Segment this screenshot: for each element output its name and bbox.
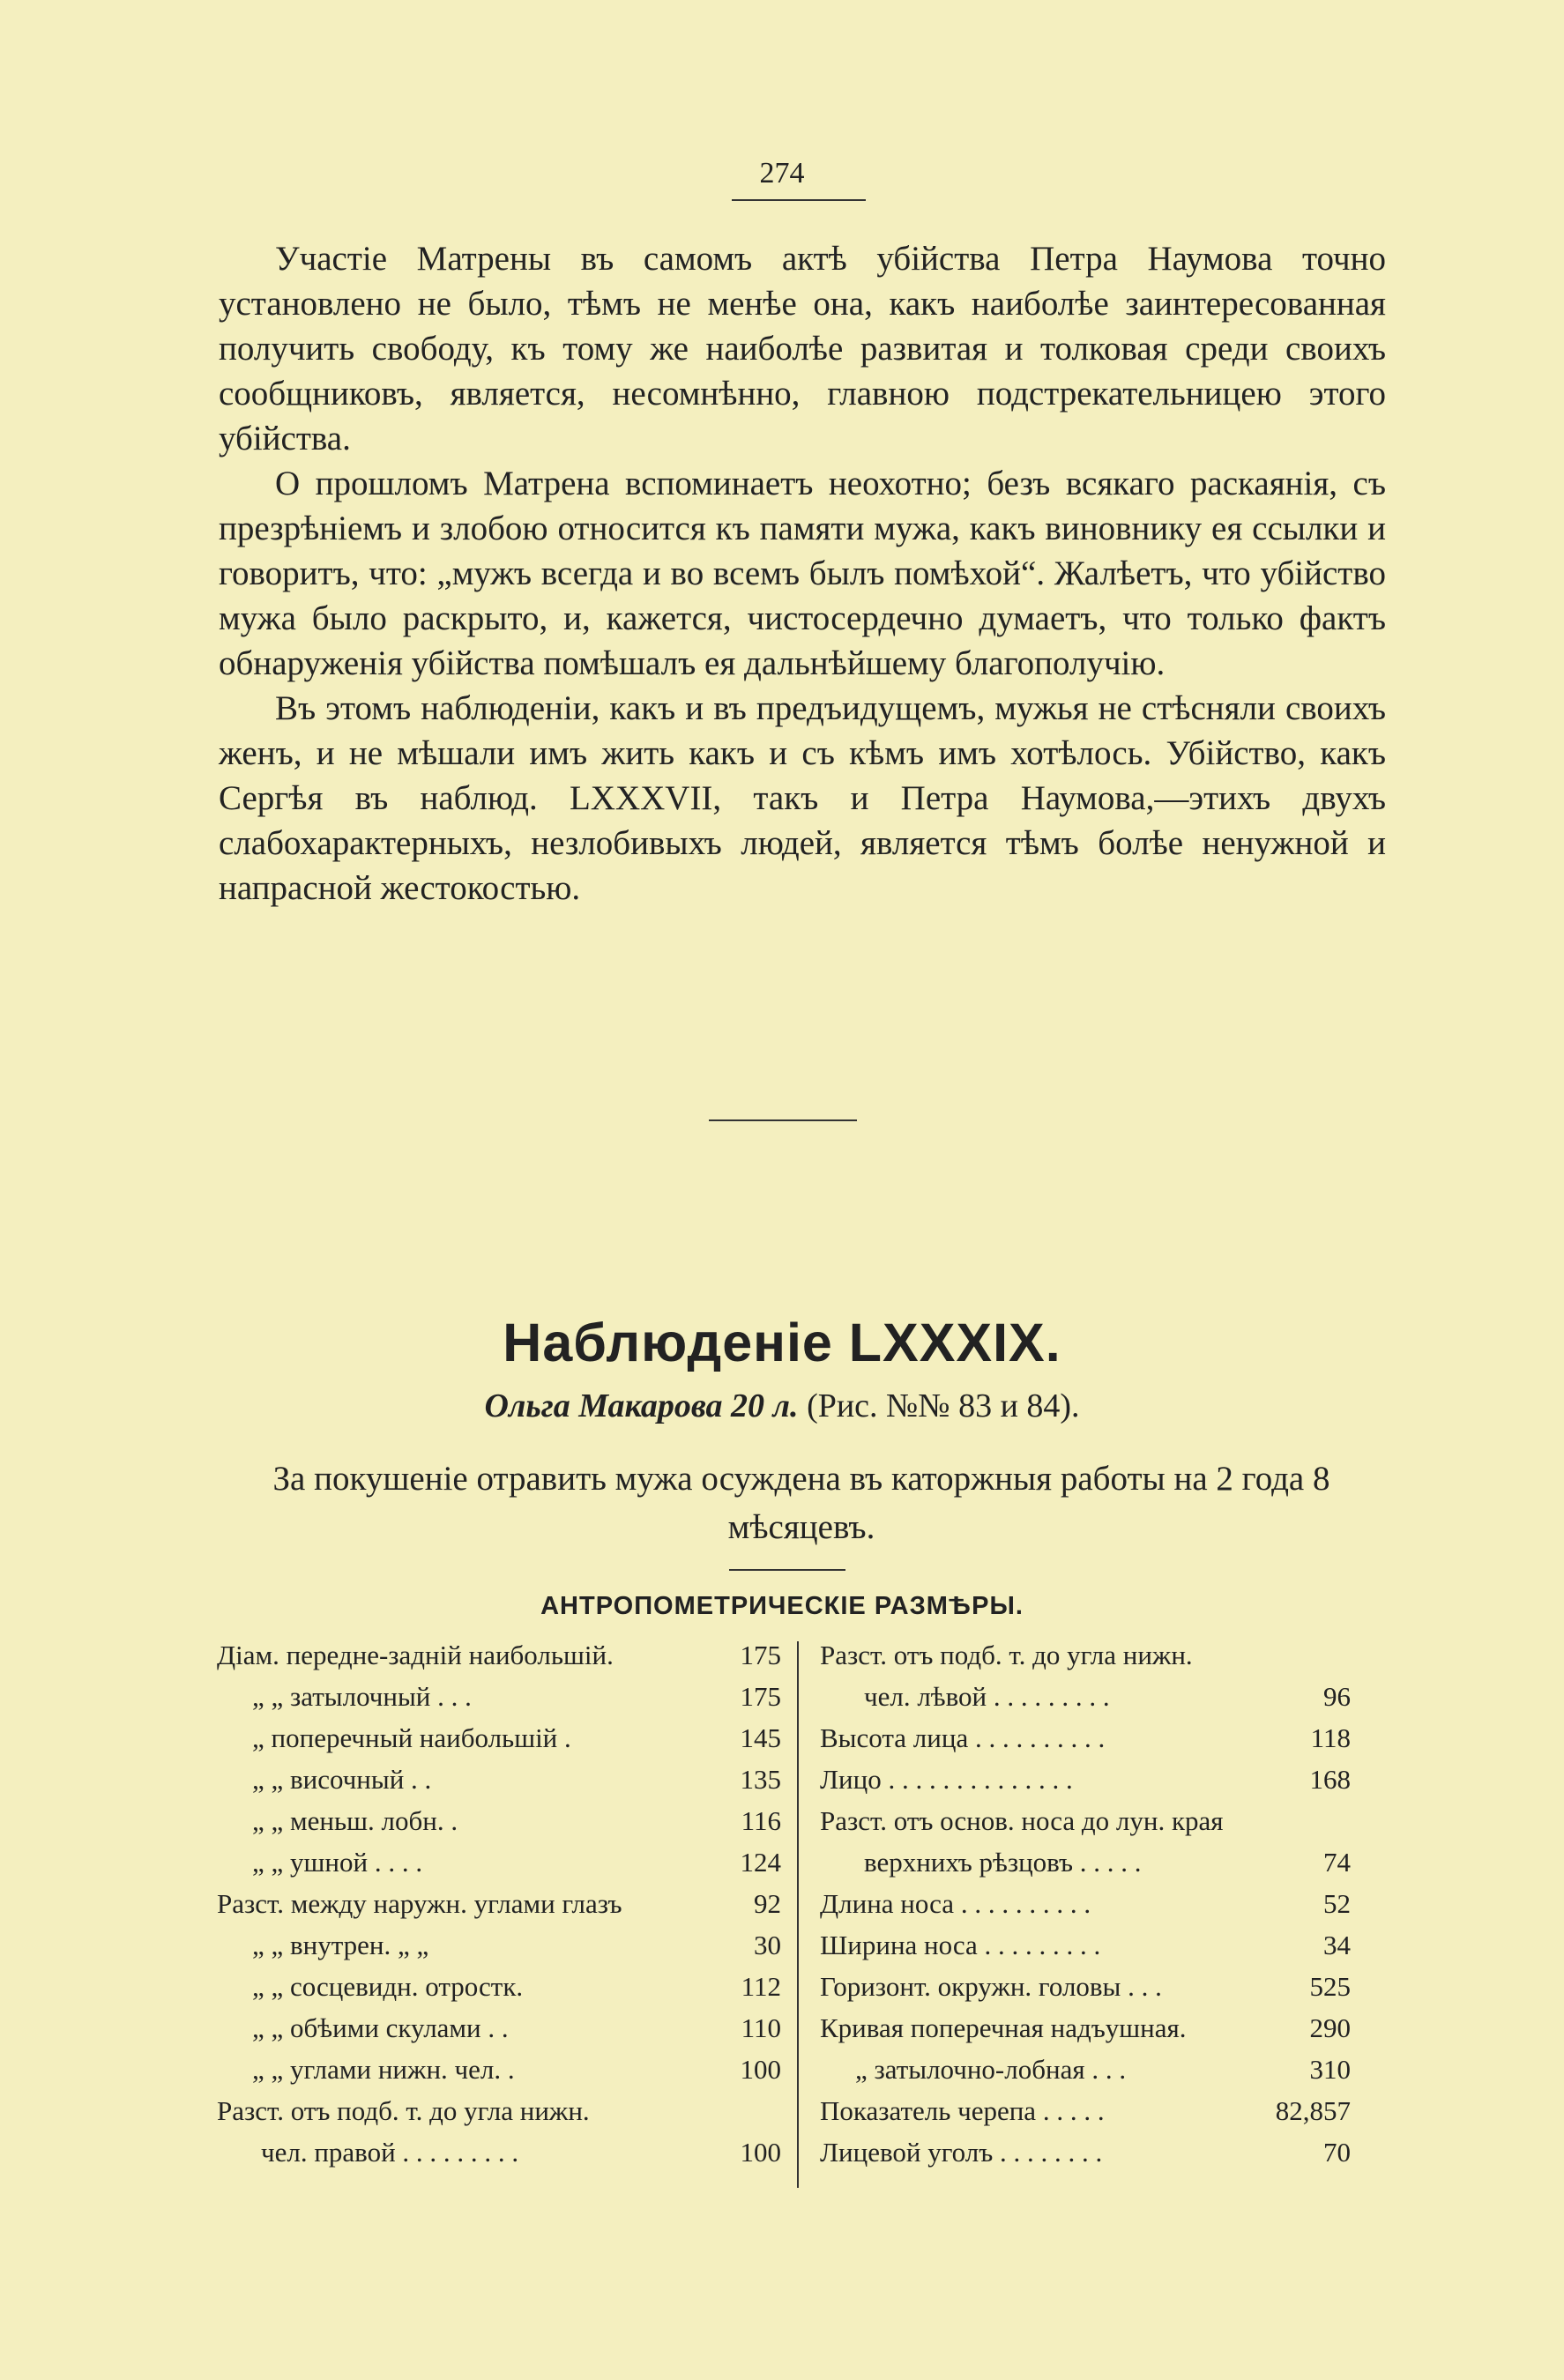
measurement-label: „ поперечный наибольшій .: [252, 1722, 571, 1753]
measurement-row: [820, 2095, 1351, 2137]
measurement-row: [820, 1930, 1351, 1971]
measurement-label: „ „ ушной . . . .: [252, 1847, 423, 1878]
measurement-value: 175: [740, 1681, 781, 1712]
measurement-label: „ затылочно-лобная . . .: [855, 2054, 1127, 2085]
measurement-row: [820, 1847, 1351, 1888]
measurement-value: 145: [740, 1722, 781, 1753]
measurement-label: „ „ обѣими скулами . .: [252, 2012, 509, 2043]
measurement-row: [217, 1681, 781, 1722]
measurement-row: [820, 1764, 1351, 1805]
measurement-label: чел. правой . . . . . . . . .: [261, 2137, 519, 2168]
measurement-label: Кривая поперечная надъушная.: [820, 2012, 1187, 2043]
measurement-value: 310: [1309, 2054, 1351, 2085]
measurement-value: 175: [740, 1640, 781, 1670]
measurement-row: [820, 2054, 1351, 2095]
sentence-text: За покушеніе отравить мужа осуждена въ каторжныя работы на 2 года 8 мѣсяцевъ.: [272, 1460, 1330, 1546]
measurement-row: [217, 2137, 781, 2178]
measurement-row: [217, 1847, 781, 1888]
measurement-value: 70: [1323, 2137, 1351, 2168]
measurement-label: Лицевой уголъ . . . . . . . .: [820, 2137, 1103, 2168]
measurement-label: Ширина носа . . . . . . . . .: [820, 1930, 1101, 1960]
measurement-row: [217, 1722, 781, 1764]
measurement-label: „ „ меньш. лобн. .: [252, 1805, 458, 1836]
measurement-value: 118: [1310, 1722, 1351, 1753]
measurement-label: Лицо . . . . . . . . . . . . . .: [820, 1764, 1073, 1795]
measurement-value: 92: [754, 1888, 781, 1919]
page-number: 274: [759, 157, 805, 190]
measurements-left-column: [217, 1640, 781, 2178]
measurement-label: Высота лица . . . . . . . . . .: [820, 1722, 1106, 1753]
measurement-label: „ „ сосцевидн. отростк.: [252, 1971, 524, 2002]
measurement-row: [820, 1722, 1351, 1764]
measurement-value: 52: [1323, 1888, 1351, 1919]
measurement-label: Діам. передне-задній наибольшій.: [217, 1640, 614, 1670]
measurement-label: Разст. между наружн. углами глазъ: [217, 1888, 622, 1919]
measurement-row: [217, 2054, 781, 2095]
measurement-value: 110: [741, 2012, 781, 2043]
subject-line: [0, 1387, 1564, 1425]
measurement-value: 82,857: [1275, 2095, 1351, 2126]
measurement-value: 135: [740, 1764, 781, 1795]
measurement-value: 96: [1323, 1681, 1351, 1712]
measurement-label: „ „ затылочный . . .: [252, 1681, 472, 1712]
table-separator: [729, 1569, 845, 1571]
measurement-value: 290: [1309, 2012, 1351, 2043]
measurement-row: [217, 1888, 781, 1930]
measurement-value: 100: [740, 2054, 781, 2085]
body-text: [219, 236, 1386, 911]
column-divider: [797, 1641, 799, 2188]
measurement-row: [217, 2012, 781, 2054]
measurement-row: [820, 1971, 1351, 2012]
measurement-row: [820, 1640, 1351, 1681]
measurement-row: [820, 2012, 1351, 2054]
page-number-rule: [732, 199, 866, 201]
measurement-label: Горизонт. окружн. головы . . .: [820, 1971, 1162, 2002]
measurement-row: [820, 2137, 1351, 2178]
measurement-value: 74: [1323, 1847, 1351, 1878]
table-title: АНТРОПОМЕТРИЧЕСКІЕ РАЗМѢРЫ.: [540, 1592, 1024, 1620]
measurement-row: [820, 1805, 1351, 1847]
measurement-row: [217, 1971, 781, 2012]
measurement-value: 168: [1309, 1764, 1351, 1795]
measurement-row: [820, 1888, 1351, 1930]
paragraph-3: Въ этомъ наблюденіи, какъ и въ предъидущемъ, мужья не стѣсняли своихъ женъ, и не мѣшали имъ жить какъ и съ кѣмъ имъ хотѣлось. Убійство, какъ Сергѣя въ наблюд. LXXXVII, такъ и Петра Наумова,—этихъ двухъ слабохарактерныхъ, незлобивыхъ людей, является тѣмъ болѣе ненужной и напрасной жестокостью.: [219, 689, 1386, 907]
measurement-row: [217, 1805, 781, 1847]
measurement-row: [217, 1930, 781, 1971]
measurement-value: 116: [741, 1805, 781, 1836]
measurement-label: „ „ углами нижн. чел. .: [252, 2054, 515, 2085]
subject-ref: (Рис. №№ 83 и 84).: [807, 1387, 1080, 1424]
paragraph-1: Участіе Матрены въ самомъ актѣ убійства Петра Наумова точно установлено не было, тѣмъ не менѣе она, какъ наиболѣе заинтересованная получить свободу, къ тому же наиболѣе развитая и толковая среди своихъ сообщниковъ, является, несомнѣнно, главною подстрекательницею этого убійства.: [219, 240, 1386, 457]
measurement-label: „ „ внутрен. „ „: [252, 1930, 429, 1960]
measurement-label: чел. лѣвой . . . . . . . . .: [864, 1681, 1110, 1712]
measurement-value: 30: [754, 1930, 781, 1960]
paragraph-2: О прошломъ Матрена вспоминаетъ неохотно; безъ всякаго раскаянія, съ презрѣніемъ и злобою относится къ памяти мужа, какъ виновнику ея ссылки и говоритъ, что: „мужъ всегда и во всемъ былъ помѣхой“. Жалѣетъ, что убійство мужа было раскрыто, и, кажется, чистосердечно думаетъ, что только фактъ обнаруженія убійства помѣшалъ ея дальнѣйшему благополучію.: [219, 465, 1386, 682]
measurement-label: Разст. отъ основ. носа до лун. края: [820, 1805, 1224, 1836]
measurement-label: Длина носа . . . . . . . . . .: [820, 1888, 1091, 1919]
measurement-label: верхнихъ рѣзцовъ . . . . .: [864, 1847, 1142, 1878]
measurement-value: 124: [740, 1847, 781, 1878]
measurement-label: Показатель черепа . . . . .: [820, 2095, 1105, 2126]
measurement-value: 525: [1309, 1971, 1351, 2002]
measurement-value: 100: [740, 2137, 781, 2168]
measurement-label: Разст. отъ подб. т. до угла нижн.: [820, 1640, 1193, 1670]
measurement-row: [217, 1764, 781, 1805]
measurement-row: [217, 2095, 781, 2137]
measurement-label: Разст. отъ подб. т. до угла нижн.: [217, 2095, 590, 2126]
measurement-label: „ „ височный . .: [252, 1764, 432, 1795]
measurement-row: [217, 1640, 781, 1681]
section-separator: [709, 1119, 857, 1121]
subject-name: Ольга Макарова 20 л.: [484, 1387, 799, 1424]
measurement-value: 34: [1323, 1930, 1351, 1960]
measurement-row: [820, 1681, 1351, 1722]
measurement-value: 112: [741, 1971, 781, 2002]
observation-title: Наблюденіе LXXXIX.: [503, 1313, 1061, 1372]
measurements-right-column: [820, 1640, 1351, 2178]
